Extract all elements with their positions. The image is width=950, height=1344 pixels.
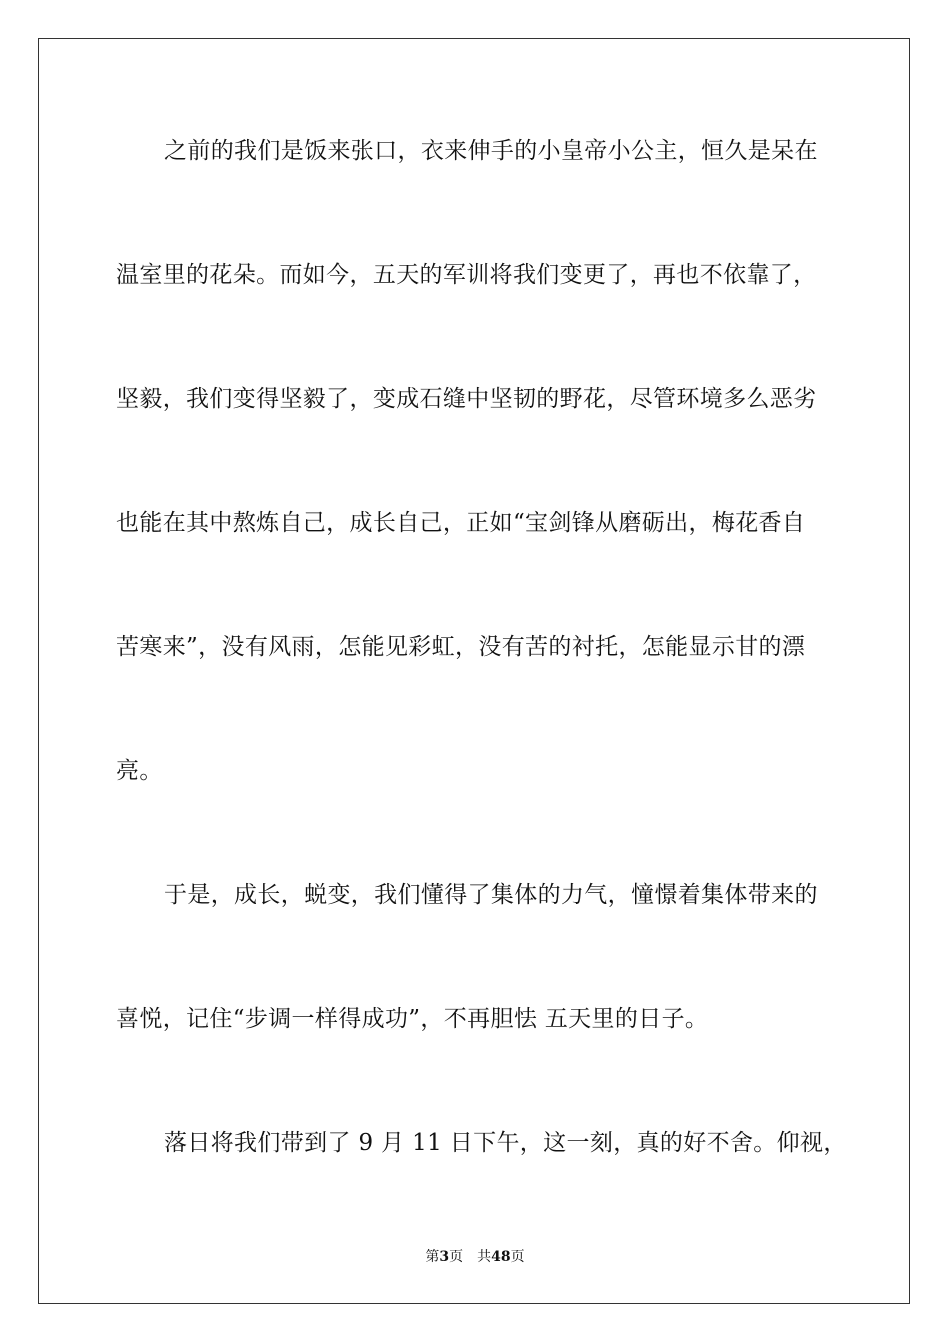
paragraph-line: 温室里的花朵。而如今，五天的军训将我们变更了，再也不依靠了， [116,262,817,288]
total-prefix: 共 [477,1249,492,1265]
page-footer [0,1247,950,1267]
paragraph-line: 也能在其中熬炼自己，成长自己，正如“宝剑锋从磨砺出，梅花香自 [116,510,806,536]
total-pages: 48 [491,1249,511,1265]
paragraph-line: 亮。 [116,758,163,784]
page-border [38,38,910,1304]
page-suffix: 页 [449,1249,464,1265]
paragraph-line: 苦寒来”，没有风雨，怎能见彩虹，没有苦的衬托，怎能显示甘的漂 [116,634,806,660]
paragraph-line: 之前的我们是饭来张口，衣来伸手的小皇帝小公主，恒久是呆在 [164,138,818,164]
total-suffix: 页 [510,1249,525,1265]
page-number: 3 [439,1249,450,1265]
paragraph-line: 落日将我们带到了 9 月 11 日下午，这一刻，真的好不舍。仰视， [164,1130,847,1156]
paragraph-line: 于是，成长，蜕变，我们懂得了集体的力气，憧憬着集体带来的 [164,882,818,908]
paragraph-line: 坚毅，我们变得坚毅了，变成石缝中坚韧的野花，尽管环境多么恶劣 [116,386,817,412]
paragraph-line: 喜悦，记住“步调一样得成功”，不再胆怯 五天里的日子。 [116,1006,709,1032]
page-prefix: 第 [425,1249,440,1265]
